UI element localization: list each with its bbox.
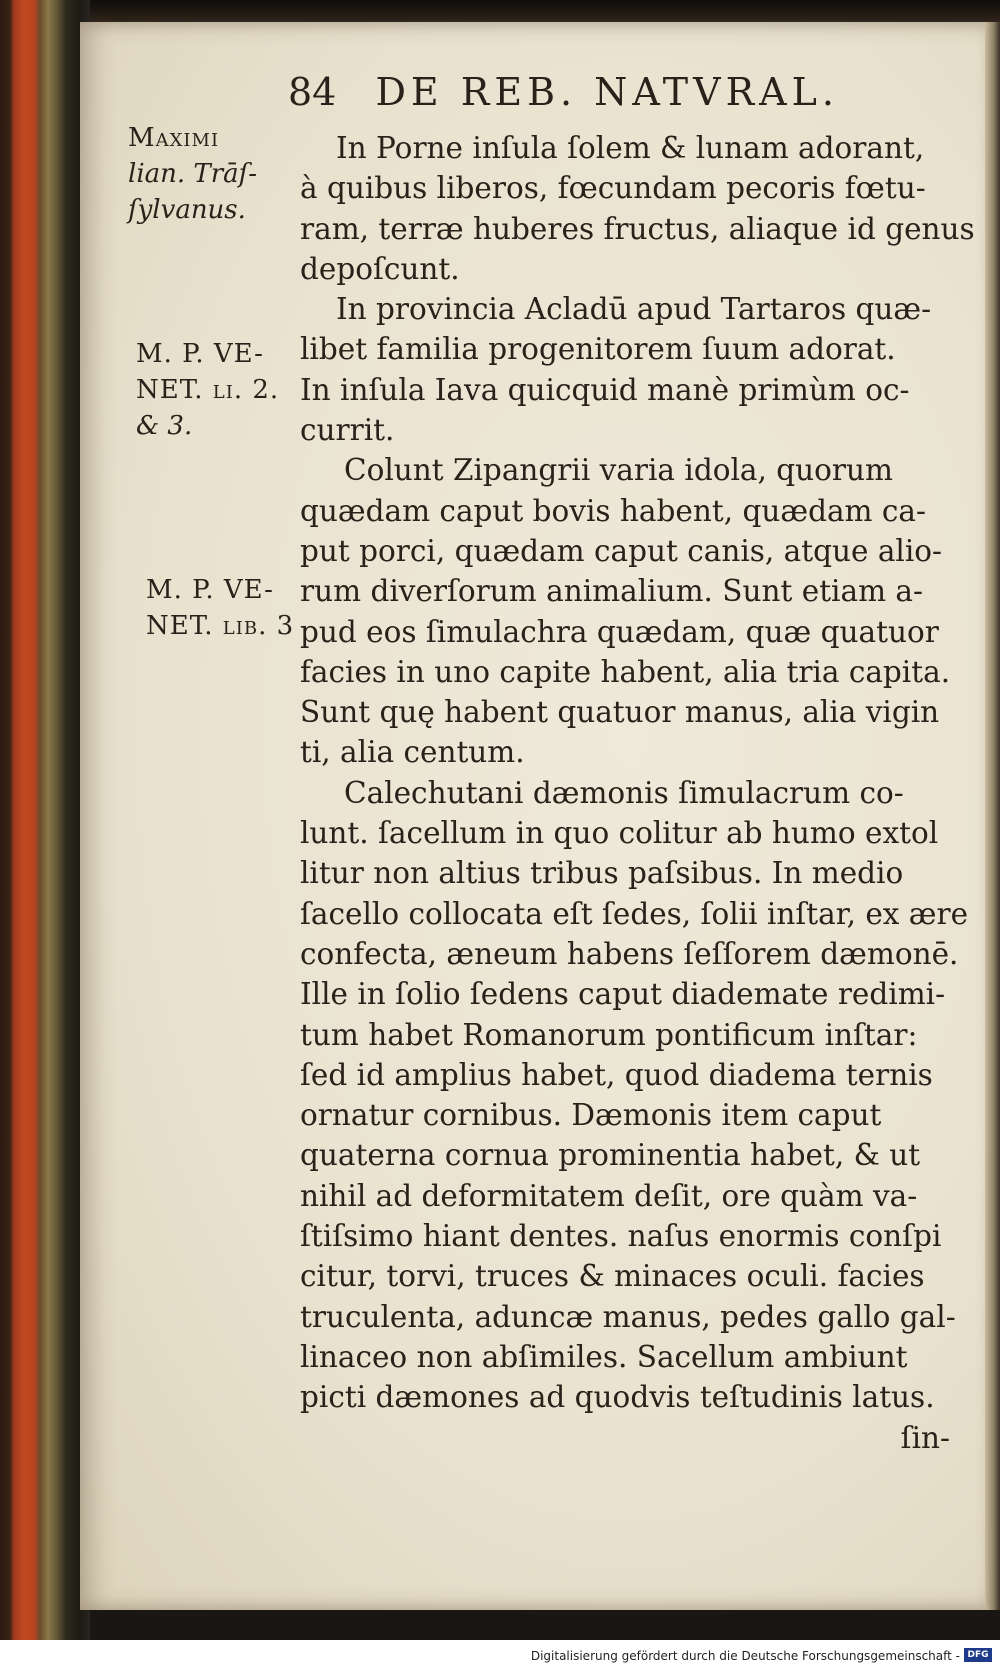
- text-line: put porci, quædam caput canis, atque alio-: [300, 533, 943, 568]
- text-line: litur non altius tribus paſsibus. In medio: [300, 856, 904, 891]
- running-head: [288, 70, 928, 122]
- text-line: picti dæmones ad quodvis teſtudinis latus.: [300, 1380, 935, 1415]
- margin-note-line: ſylvanus.: [128, 195, 246, 225]
- text-line: Calechutani dæmonis ſimulacrum co-: [344, 775, 904, 810]
- page-number: 84: [288, 70, 337, 114]
- text-line: Colunt Zipangrii varia idola, quorum: [344, 453, 893, 488]
- text-line: ſacello collocata eſt ſedes, ſolii inſtar, ex ære: [300, 896, 969, 931]
- text-line: ti, alia centum.: [300, 735, 525, 770]
- body-text: [300, 128, 990, 1458]
- text-line: Ille in ſolio ſedens caput diademate redimi-: [300, 977, 946, 1012]
- text-line: In inſula Iava quicquid manè primùm oc-: [300, 372, 910, 407]
- text-line: facies in uno capite habent, alia tria capita.: [300, 654, 951, 689]
- dfg-logo-icon: DFG: [964, 1648, 992, 1662]
- text-line: citur, torvi, truces & minaces oculi. facies: [300, 1259, 925, 1294]
- text-line: quædam caput bovis habent, quædam ca-: [300, 493, 926, 528]
- margin-note-line: Maximi: [128, 123, 220, 153]
- catchword: ſin-: [900, 1420, 950, 1455]
- footer-credit: Digitalisierung gefördert durch die Deutsche Forschungsgemeinschaft -: [530, 1649, 960, 1663]
- margin-note-line: NET. li. 2.: [136, 375, 280, 405]
- text-line: ornatur cornibus. Dæmonis item caput: [300, 1098, 882, 1133]
- text-line: à quibus liberos, fœcundam pecoris fœtu-: [300, 171, 926, 206]
- text-line: quaterna cornua prominentia habet, & ut: [300, 1138, 921, 1173]
- text-line: tum habet Romanorum pontificum inſtar:: [300, 1017, 918, 1052]
- book-binding: [0, 0, 90, 1640]
- margin-note-line: M. P. VE-: [136, 339, 264, 369]
- text-line: In Porne inſula ſolem & lunam adorant,: [336, 131, 925, 165]
- text-line: depoſcunt.: [300, 251, 460, 286]
- margin-note-line: NET. lib. 3: [146, 611, 295, 641]
- text-line: truculenta, aduncæ manus, pedes gallo gal-: [300, 1299, 956, 1334]
- text-line: ſed id amplius habet, quod diadema ternis: [300, 1057, 933, 1092]
- margin-note-3: [146, 572, 294, 644]
- text-line: currit.: [300, 413, 395, 448]
- text-line: nihil ad deformitatem deſit, ore quàm va-: [300, 1178, 918, 1213]
- text-line: pud eos ſimulachra quædam, quæ quatuor: [300, 614, 939, 649]
- text-line: In provincia Acladū apud Tartaros quæ-: [336, 292, 932, 327]
- text-line: ram, terræ huberes fructus, aliaque id genus: [300, 211, 975, 246]
- margin-note-1: [128, 120, 257, 228]
- text-line: ſtiſsimo hiant dentes. naſus enormis conſpi: [300, 1219, 942, 1254]
- text-line: rum diverſorum animalium. Sunt etiam a-: [300, 574, 923, 609]
- text-line: Sunt quę habent quatuor manus, alia vigin: [300, 695, 940, 730]
- text-line: lunt. ſacellum in quo colitur ab humo extol: [300, 816, 939, 851]
- margin-note-line: lian. Trāſ-: [128, 159, 258, 189]
- text-line: confecta, æneum habens ſeſſorem dæmonē.: [300, 936, 959, 971]
- text-line: libet familia progenitorem ſuum adorat.: [300, 332, 896, 367]
- margin-note-line: M. P. VE-: [146, 575, 274, 605]
- margin-note-2: [136, 336, 279, 444]
- text-line: linaceo non abſimiles. Sacellum ambiunt: [300, 1339, 908, 1374]
- running-title: DE REB. NATVRAL.: [375, 70, 839, 114]
- margin-note-line: & 3.: [136, 411, 193, 441]
